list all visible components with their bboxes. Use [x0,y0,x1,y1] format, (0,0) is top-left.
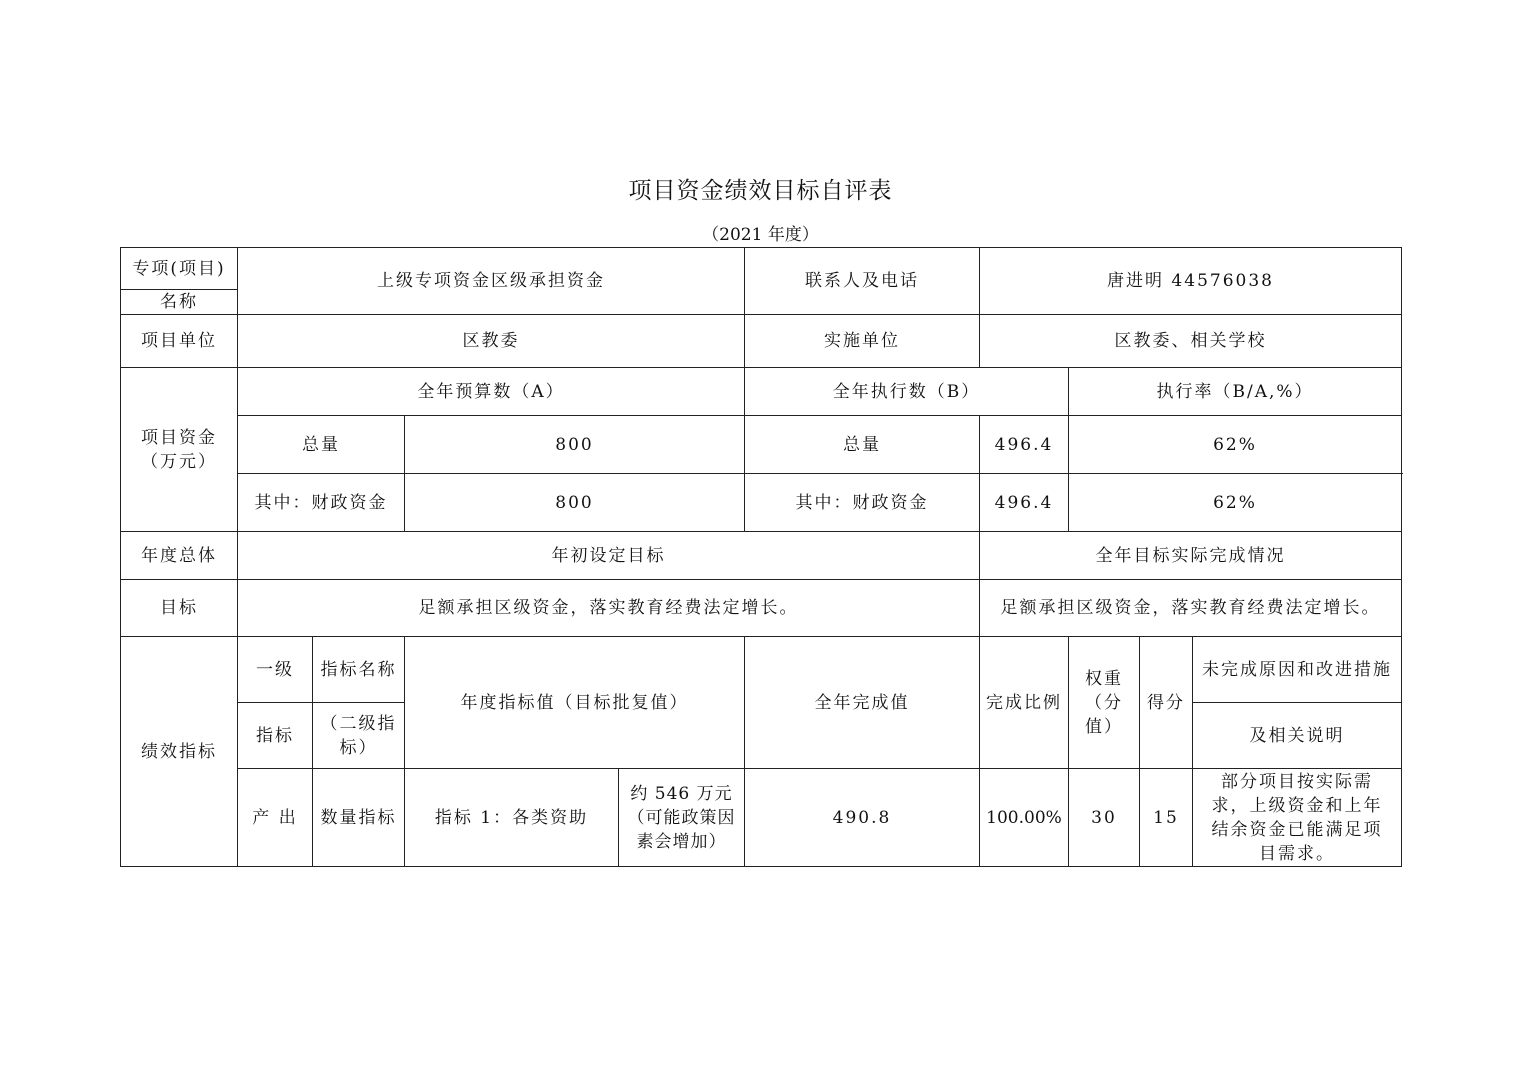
annual-actual-value: 足额承担区级资金，落实教育经费法定增长。 [980,580,1402,637]
contact-value: 唐进明 44576038 [980,248,1402,315]
row-target: 约 546 万元（可能政策因素会增加） [619,769,745,867]
table-row [121,769,1402,867]
reason-header-a: 未完成原因和改进措施 [1193,637,1402,703]
total-exec: 496.4 [980,416,1069,474]
level1-header-b: 指标 [238,703,313,769]
row-weight: 30 [1069,769,1140,867]
project-name-label-1: 专项(项目) [121,248,238,290]
rate-header: 执行率（B/A,%） [1069,368,1402,416]
row-level2: 数量指标 [313,769,405,867]
impl-unit-value: 区教委、相关学校 [980,315,1402,368]
total-exec-label: 总量 [745,416,980,474]
contact-label: 联系人及电话 [745,248,980,315]
annual-set-header: 年初设定目标 [238,532,980,580]
reason-header-b: 及相关说明 [1193,703,1402,769]
weight-header: 权重（分值） [1069,637,1140,769]
name-header-b: （二级指标） [313,703,405,769]
ratio-header: 完成比例 [980,637,1069,769]
fiscal-rate: 62% [1069,474,1402,532]
name-header-a: 指标名称 [313,637,405,703]
performance-label: 绩效指标 [121,637,238,867]
project-unit-value: 区教委 [238,315,745,368]
level1-header-a: 一级 [238,637,313,703]
row-indicator: 指标 1：各类资助 [405,769,619,867]
evaluation-table [120,247,1402,867]
page-title: 项目资金绩效目标自评表 [628,178,893,204]
fiscal-budget: 800 [405,474,745,532]
row-level1: 产 出 [238,769,313,867]
complete-header: 全年完成值 [745,637,980,769]
fiscal-exec: 496.4 [980,474,1069,532]
row-ratio: 100.00% [980,769,1069,867]
score-header: 得分 [1140,637,1193,769]
row-score: 15 [1140,769,1193,867]
project-name-value: 上级专项资金区级承担资金 [238,248,745,315]
fiscal-label: 其中：财政资金 [238,474,405,532]
target-header: 年度指标值（目标批复值） [405,637,745,769]
annual-set-value: 足额承担区级资金，落实教育经费法定增长。 [238,580,980,637]
row-complete: 490.8 [745,769,980,867]
annual-label-2: 目标 [121,580,238,637]
fiscal-exec-label: 其中：财政资金 [745,474,980,532]
annual-label-1: 年度总体 [121,532,238,580]
budget-header: 全年预算数（A） [238,368,745,416]
page-subtitle: （2021 年度） [702,225,819,245]
impl-unit-label: 实施单位 [745,315,980,368]
project-name-label-2: 名称 [121,290,238,315]
project-unit-label: 项目单位 [121,315,238,368]
total-budget: 800 [405,416,745,474]
row-note: 部分项目按实际需求，上级资金和上年结余资金已能满足项目需求。 [1193,769,1402,867]
funds-label: 项目资金（万元） [121,368,238,532]
exec-header: 全年执行数（B） [745,368,1069,416]
total-rate: 62% [1069,416,1402,474]
annual-actual-header: 全年目标实际完成情况 [980,532,1402,580]
total-label: 总量 [238,416,405,474]
